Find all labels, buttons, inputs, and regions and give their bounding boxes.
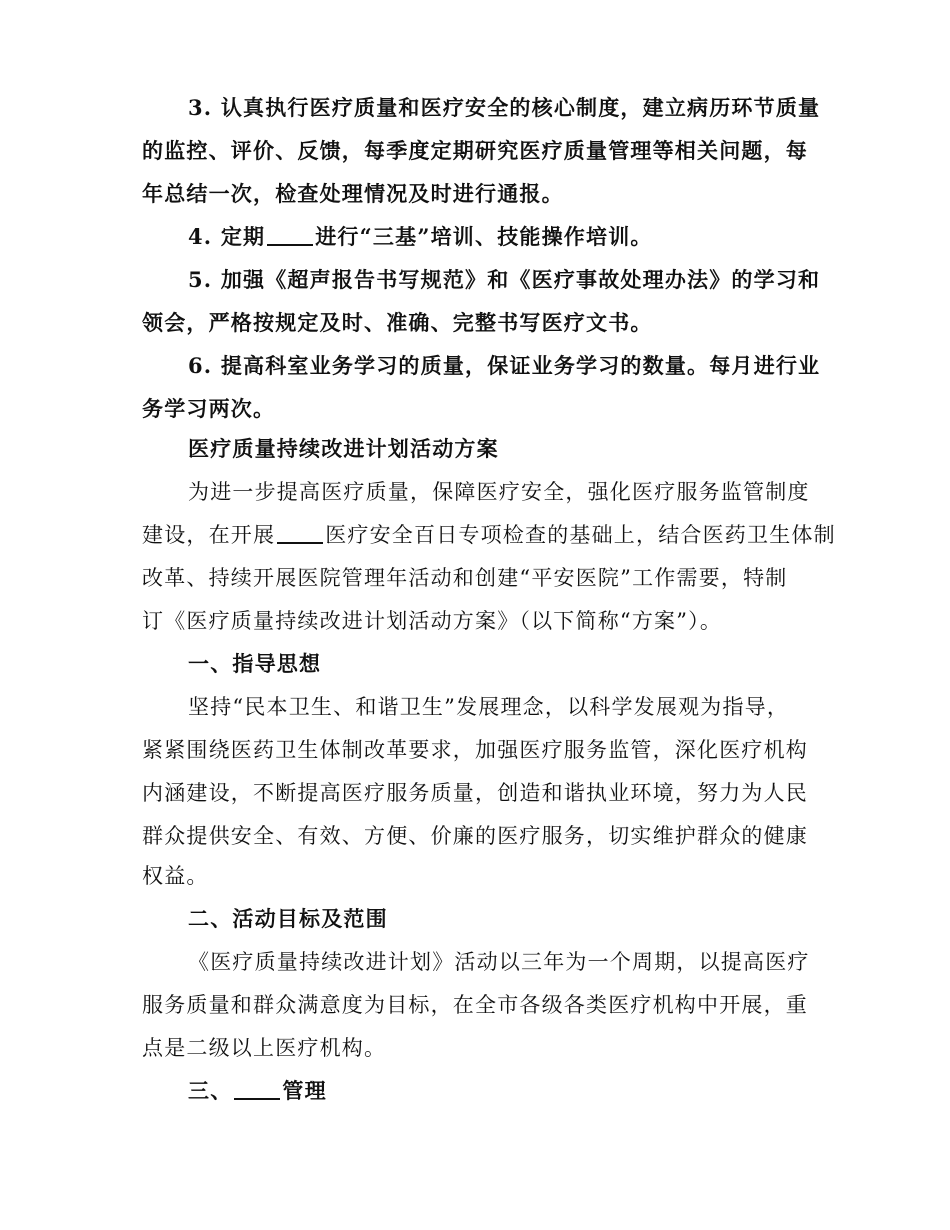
item5-line1: 5. 加强《超声报告书写规范》和《医疗事故处理办法》的学习和	[188, 267, 821, 292]
section1-heading: 一、指导思想	[188, 651, 322, 676]
item5-line2: 领会，严格按规定及时、准确、完整书写医疗文书。	[142, 310, 653, 335]
item6-line2: 务学习两次。	[142, 396, 276, 421]
item4-line1	[188, 219, 653, 255]
item3-line3: 年总结一次，检查处理情况及时进行通报。	[142, 181, 564, 206]
fill-in-blank	[277, 520, 323, 544]
item6-line1: 6. 提高科室业务学习的质量，保证业务学习的数量。每月进行业	[188, 353, 821, 378]
section1-line1: 坚持“民本卫生、和谐卫生”发展理念，以科学发展观为指导，	[188, 695, 790, 719]
section1-line4: 群众提供安全、有效、方便、价廉的医疗服务，切实维护群众的健康	[142, 824, 808, 848]
item4-prefix: 4. 定期	[188, 224, 266, 249]
intro-line1: 为进一步提高医疗质量，保障医疗安全，强化医疗服务监管制度	[188, 480, 810, 504]
intro-line2-prefix: 建设，在开展	[142, 523, 276, 547]
fill-in-blank	[234, 1076, 280, 1100]
item4-suffix: 进行“三基”培训、技能操作培训。	[315, 224, 653, 249]
section3-heading-prefix: 三、	[188, 1078, 233, 1103]
section3-heading	[188, 1073, 327, 1109]
intro-line2-suffix: 医疗安全百日专项检查的基础上，结合医药卫生体制	[325, 523, 836, 547]
section1-line2: 紧紧围绕医药卫生体制改革要求，加强医疗服务监管，深化医疗机构	[142, 738, 808, 762]
section2-heading: 二、活动目标及范围	[188, 906, 388, 931]
section-title: 医疗质量持续改进计划活动方案	[188, 436, 499, 461]
intro-line2	[142, 517, 836, 553]
section1-line5: 权益。	[142, 864, 209, 888]
section2-line1: 《医疗质量持续改进计划》活动以三年为一个周期，以提高医疗	[188, 950, 810, 974]
intro-line4: 订《医疗质量持续改进计划活动方案》（以下简称“方案”）。	[142, 609, 723, 633]
section2-line3: 点是二级以上医疗机构。	[142, 1036, 387, 1060]
item3-line1: 3. 认真执行医疗质量和医疗安全的核心制度，建立病历环节质量	[188, 95, 821, 120]
intro-line3: 改革、持续开展医院管理年活动和创建“平安医院”工作需要，特制	[142, 566, 788, 590]
item3-line2: 的监控、评价、反馈，每季度定期研究医疗质量管理等相关问题，每	[142, 138, 808, 163]
section2-line2: 服务质量和群众满意度为目标，在全市各级各类医疗机构中开展，重	[142, 993, 808, 1017]
section3-heading-suffix: 管理	[282, 1078, 327, 1103]
fill-in-blank	[267, 222, 313, 246]
section1-line3: 内涵建设，不断提高医疗服务质量，创造和谐执业环境，努力为人民	[142, 781, 808, 805]
